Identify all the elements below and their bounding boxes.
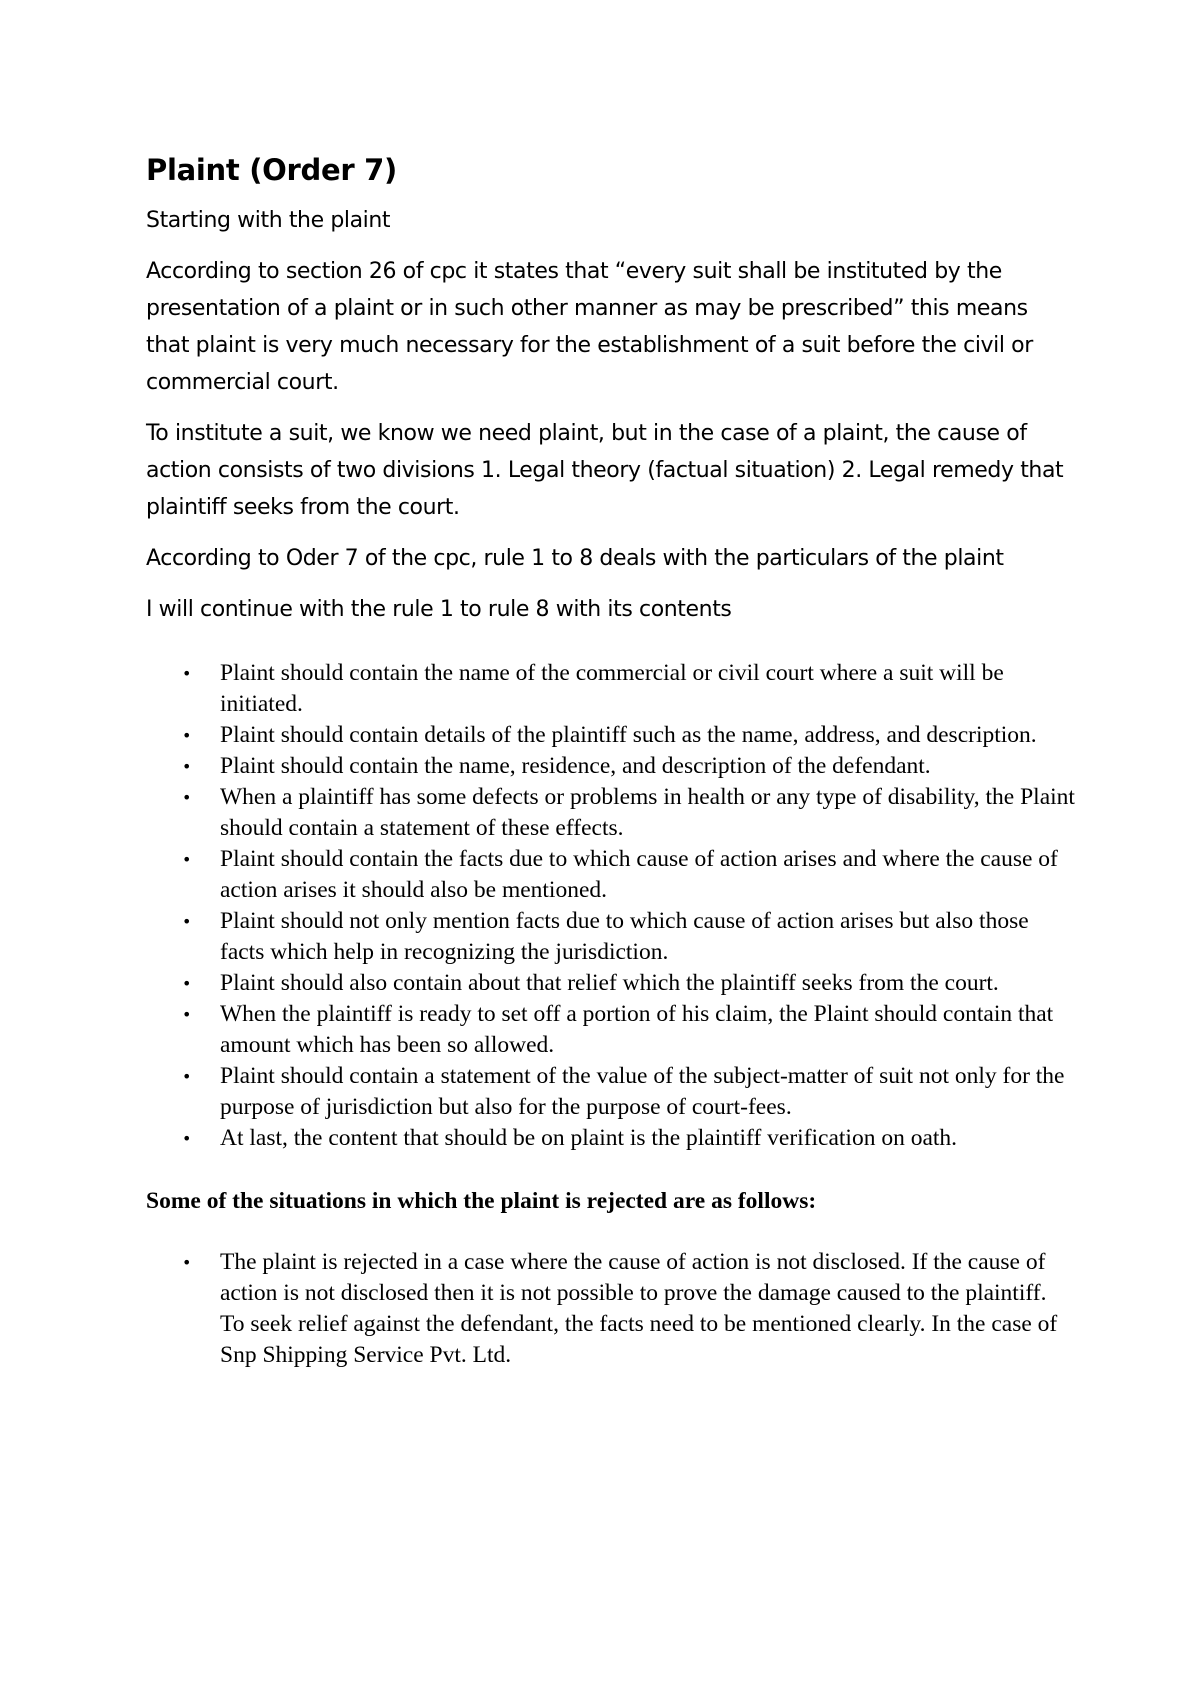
list-item-text: Plaint should contain the facts due to which cause of action arises and where the cause of action arises it should also be mentioned. [220,846,1058,903]
list-item [146,906,1076,968]
list-item-text: At last, the content that should be on plaint is the plaintiff verification on oath. [220,1125,958,1151]
bullet-icon: • [182,664,192,683]
list-item-text: Plaint should contain details of the plaintiff such as the name, address, and description. [220,722,1037,748]
bullet-icon: • [182,1253,192,1272]
paragraph-section-26: According to section 26 of cpc it states that “every suit shall be instituted by the presentation of a plaint or in such other manner as may be prescribed” this means that plaint is very much necessary for the establishment of a suit before the civil or commercial court. [146,259,1033,395]
list-item-text: Plaint should also contain about that relief which the plaintiff seeks from the court. [220,970,999,996]
bullet-icon: • [182,757,192,776]
document-title: Plaint (Order 7) [146,153,397,187]
list-item [146,658,1076,720]
bullet-icon: • [182,912,192,931]
list-item-text: The plaint is rejected in a case where the cause of action is not disclosed. If the cause of action is not disclosed then it is not possible to prove the damage caused to the plaintiff. To seek relief against the defendant, the facts need to be mentioned clearly. In the case of Snp Shipping Service Pvt. Ltd. [220,1249,1058,1368]
list-item [146,999,1076,1061]
list-item [146,1123,1076,1154]
paragraph-order-7: According to Oder 7 of the cpc, rule 1 to 8 deals with the particulars of the plaint [146,546,1004,571]
bullet-icon: • [182,1005,192,1024]
list-item [146,844,1076,906]
document-body [146,152,1076,1371]
bullet-icon: • [182,788,192,807]
list-item-text: Plaint should contain the name, residence, and description of the defendant. [220,753,931,779]
paragraph-continue: I will continue with the rule 1 to rule 8 with its contents [146,597,732,622]
paragraph-cause-of-action: To institute a suit, we know we need plaint, but in the case of a plaint, the cause of action consists of two divisions 1. Legal theory (factual situation) 2. Legal remedy that plaintiff seeks from the court. [146,421,1064,520]
list-item-text: When a plaintiff has some defects or problems in health or any type of disability, the Plaint should contain a statement of these effects. [220,784,1075,841]
list-item [146,782,1076,844]
bullet-icon: • [182,974,192,993]
particulars-list [146,658,1076,1154]
rejection-heading: Some of the situations in which the plaint is rejected are as follows: [146,1188,817,1214]
list-item [146,751,1076,782]
list-item-text: Plaint should contain a statement of the value of the subject-matter of suit not only for the purpose of jurisdiction but also for the purpose of court-fees. [220,1063,1065,1120]
bullet-icon: • [182,726,192,745]
list-item [146,1061,1076,1123]
bullet-icon: • [182,850,192,869]
rejection-list [146,1247,1076,1371]
paragraph-intro: Starting with the plaint [146,208,391,233]
bullet-icon: • [182,1129,192,1148]
list-item-text: Plaint should not only mention facts due to which cause of action arises but also those facts which help in recognizing the jurisdiction. [220,908,1029,965]
list-item-text: Plaint should contain the name of the commercial or civil court where a suit will be initiated. [220,660,1004,717]
bullet-icon: • [182,1067,192,1086]
list-item [146,720,1076,751]
list-item [146,968,1076,999]
list-item-text: When the plaintiff is ready to set off a portion of his claim, the Plaint should contain that amount which has been so allowed. [220,1001,1054,1058]
list-item [146,1247,1076,1371]
